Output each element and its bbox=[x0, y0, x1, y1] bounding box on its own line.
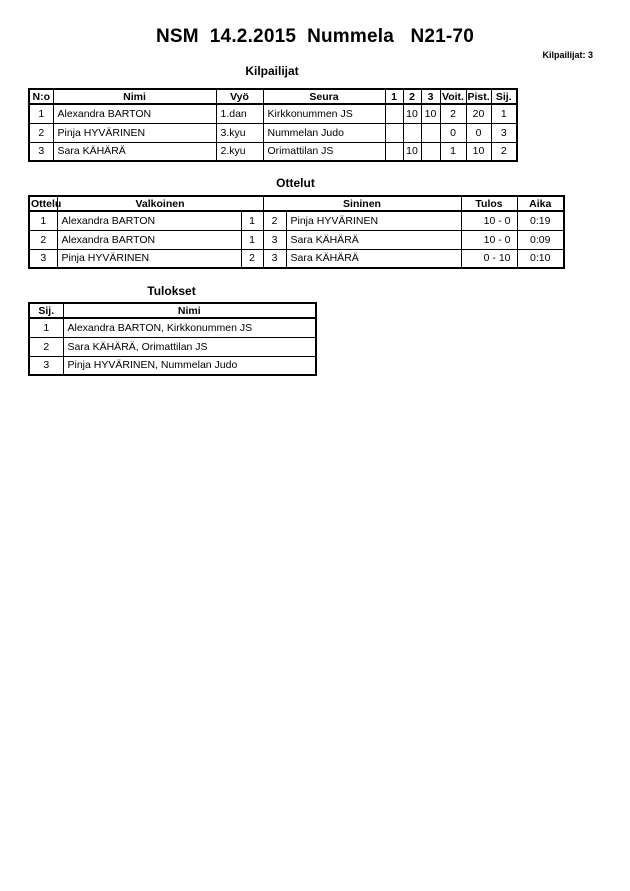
cell-voit: 1 bbox=[440, 142, 466, 161]
cell-time: 0:10 bbox=[517, 249, 564, 268]
cell-score-1 bbox=[385, 104, 403, 123]
cell-match-no: 3 bbox=[29, 249, 57, 268]
cell-match-no: 2 bbox=[29, 230, 57, 249]
tulokset-row bbox=[29, 318, 316, 337]
cell-blue-no: 2 bbox=[263, 211, 286, 230]
kilpailijat-table bbox=[28, 88, 518, 162]
cell-white-no: 1 bbox=[241, 211, 263, 230]
ottelut-row bbox=[29, 249, 564, 268]
header-pist: Pist. bbox=[467, 90, 490, 103]
competitors-count-label: Kilpailijat: 3 bbox=[542, 50, 593, 60]
page-title: NSM 14.2.2015 Nummela N21-70 bbox=[156, 26, 474, 47]
tulokset-row bbox=[29, 356, 316, 375]
cell-no: 2 bbox=[29, 123, 53, 142]
cell-white-no: 2 bbox=[241, 249, 263, 268]
cell-place: 1 bbox=[29, 318, 63, 337]
cell-pist: 10 bbox=[466, 142, 491, 161]
section-title-kilpailijat: Kilpailijat bbox=[245, 64, 299, 78]
header-vyo: Vyö bbox=[216, 89, 263, 104]
cell-seura: Nummelan Judo bbox=[263, 123, 385, 142]
cell-sij: 3 bbox=[491, 123, 517, 142]
header-nimi: Nimi bbox=[63, 303, 316, 318]
cell-voit: 0 bbox=[440, 123, 466, 142]
header-no: N:o bbox=[29, 89, 53, 104]
cell-blue-name: Pinja HYVÄRINEN bbox=[286, 211, 461, 230]
cell-match-no: 1 bbox=[29, 211, 57, 230]
cell-place: 3 bbox=[29, 356, 63, 375]
cell-result: 0 - 10 bbox=[461, 249, 517, 268]
cell-score-1 bbox=[385, 123, 403, 142]
cell-pist: 0 bbox=[466, 123, 491, 142]
cell-blue-no: 3 bbox=[263, 249, 286, 268]
cell-score-3 bbox=[421, 123, 440, 142]
header-match-3: 3 bbox=[421, 89, 440, 104]
cell-score-2: 10 bbox=[403, 142, 421, 161]
header-sij: Sij. bbox=[491, 89, 517, 104]
kilpailijat-row bbox=[29, 123, 517, 142]
header-match-1: 1 bbox=[385, 89, 403, 104]
ottelut-row bbox=[29, 230, 564, 249]
cell-pist: 20 bbox=[466, 104, 491, 123]
cell-sij: 1 bbox=[491, 104, 517, 123]
cell-vyo: 2.kyu bbox=[216, 142, 263, 161]
header-sij: Sij. bbox=[29, 303, 63, 318]
ottelut-row bbox=[29, 211, 564, 230]
kilpailijat-header-row bbox=[29, 89, 517, 104]
header-seura: Seura bbox=[263, 89, 385, 104]
header-aika: Aika bbox=[517, 196, 564, 211]
header-nimi: Nimi bbox=[53, 89, 216, 104]
header-sininen: Sininen bbox=[263, 196, 461, 211]
tulokset-header-row bbox=[29, 303, 316, 318]
cell-seura: Orimattilan JS bbox=[263, 142, 385, 161]
cell-sij: 2 bbox=[491, 142, 517, 161]
cell-vyo: 1.dan bbox=[216, 104, 263, 123]
cell-voit: 2 bbox=[440, 104, 466, 123]
cell-white-name: Alexandra BARTON bbox=[57, 230, 241, 249]
cell-blue-no: 3 bbox=[263, 230, 286, 249]
cell-score-2: 10 bbox=[403, 104, 421, 123]
header-tulos: Tulos bbox=[461, 196, 517, 211]
ottelut-table bbox=[28, 195, 565, 269]
tulokset-table bbox=[28, 302, 317, 376]
cell-seura: Kirkkonummen JS bbox=[263, 104, 385, 123]
cell-time: 0:19 bbox=[517, 211, 564, 230]
cell-white-no: 1 bbox=[241, 230, 263, 249]
ottelut-header-row bbox=[29, 196, 564, 211]
cell-name-club: Pinja HYVÄRINEN, Nummelan Judo bbox=[63, 356, 316, 375]
cell-white-name: Pinja HYVÄRINEN bbox=[57, 249, 241, 268]
kilpailijat-row bbox=[29, 142, 517, 161]
cell-blue-name: Sara KÄHÄRÄ bbox=[286, 230, 461, 249]
cell-time: 0:09 bbox=[517, 230, 564, 249]
cell-score-3: 10 bbox=[421, 104, 440, 123]
cell-nimi: Pinja HYVÄRINEN bbox=[53, 123, 216, 142]
cell-name-club: Alexandra BARTON, Kirkkonummen JS bbox=[63, 318, 316, 337]
header-match-2: 2 bbox=[403, 89, 421, 104]
header-voit: Voit. bbox=[440, 89, 466, 104]
cell-no: 1 bbox=[29, 104, 53, 123]
cell-score-1 bbox=[385, 142, 403, 161]
cell-result: 10 - 0 bbox=[461, 211, 517, 230]
cell-result: 10 - 0 bbox=[461, 230, 517, 249]
cell-vyo: 3.kyu bbox=[216, 123, 263, 142]
header-valkoinen: Valkoinen bbox=[57, 196, 263, 211]
tulokset-row bbox=[29, 337, 316, 356]
header-ottelu: Ottelu bbox=[31, 197, 62, 210]
cell-place: 2 bbox=[29, 337, 63, 356]
section-title-tulokset: Tulokset bbox=[147, 284, 196, 298]
cell-nimi: Sara KÄHÄRÄ bbox=[53, 142, 216, 161]
cell-white-name: Alexandra BARTON bbox=[57, 211, 241, 230]
cell-blue-name: Sara KÄHÄRÄ bbox=[286, 249, 461, 268]
cell-nimi: Alexandra BARTON bbox=[53, 104, 216, 123]
cell-score-2 bbox=[403, 123, 421, 142]
kilpailijat-row bbox=[29, 104, 517, 123]
cell-score-3 bbox=[421, 142, 440, 161]
cell-no: 3 bbox=[29, 142, 53, 161]
cell-name-club: Sara KÄHÄRÄ, Orimattilan JS bbox=[63, 337, 316, 356]
section-title-ottelut: Ottelut bbox=[276, 176, 315, 190]
